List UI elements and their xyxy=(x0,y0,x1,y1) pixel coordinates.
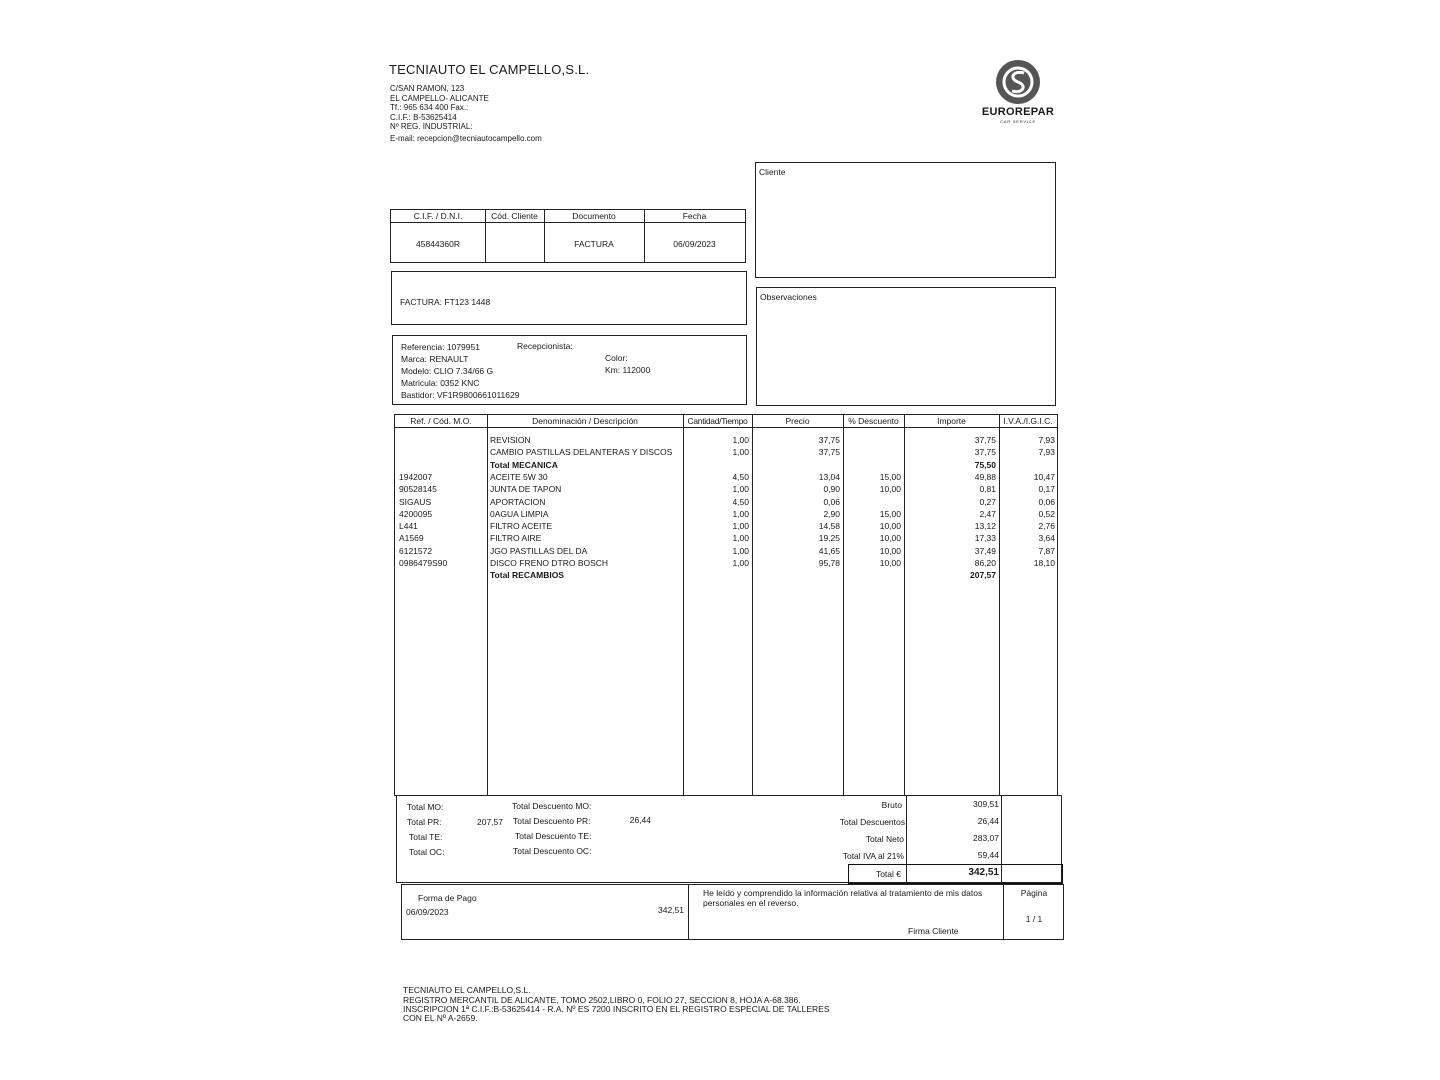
table-cell-disc xyxy=(845,569,901,581)
table-cell-amount: 37,49 xyxy=(974,545,996,556)
table-cell-ref: 1942007 xyxy=(399,471,433,482)
table-cell-iva: 7,87 xyxy=(1038,545,1055,556)
table-cell-price xyxy=(754,569,840,581)
table-cell-disc xyxy=(845,496,901,508)
table-cell-price: 37,75 xyxy=(818,447,840,458)
table-cell-ref: L441 xyxy=(399,521,418,532)
table-cell-ref: SIGAUS xyxy=(399,496,432,507)
eurorepar-emblem-icon xyxy=(994,58,1042,106)
table-cell-disc: 15,00 xyxy=(879,471,901,482)
total-te-label: Total TE: xyxy=(409,832,443,842)
header-cif-value: 45844360R xyxy=(416,239,460,249)
col-amount-header: Importe xyxy=(937,416,966,426)
table-cell-amount: 17,33 xyxy=(974,533,996,544)
desc-mo-label: Total Descuento MO: xyxy=(512,801,592,811)
table-cell-qty: 1,00 xyxy=(732,435,749,445)
payment-label: Forma de Pago xyxy=(418,893,477,903)
table-cell-iva: 18,10 xyxy=(1033,558,1055,568)
desc-pr-value: 26,44 xyxy=(629,815,651,825)
lines-table xyxy=(394,414,1058,796)
neto-value: 283,07 xyxy=(973,833,999,843)
address-line: Tf.: 965 634 400 Fax.: xyxy=(390,103,469,112)
table-cell-ref: 6121572 xyxy=(399,545,433,556)
table-cell-ref xyxy=(399,459,485,471)
col-desc-header: Denominación / Descripción xyxy=(532,416,638,426)
footer-line: CON EL Nº A-2659. xyxy=(403,1013,478,1023)
total-euro-box xyxy=(848,864,1063,884)
table-cell-iva xyxy=(1001,459,1055,471)
table-cell-price: 19,25 xyxy=(818,533,840,544)
table-cell-desc: REVISION xyxy=(490,435,531,445)
table-cell-desc: APORTACION xyxy=(490,496,546,507)
total-pr-value: 207,57 xyxy=(477,817,503,827)
table-cell-qty: 1,00 xyxy=(732,521,749,532)
total-mo-label: Total MO: xyxy=(407,802,444,812)
table-cell-price: 2,90 xyxy=(823,508,840,519)
table-cell-qty: 1,00 xyxy=(732,533,749,544)
company-name: TECNIAUTO EL CAMPELLO,S.L. xyxy=(389,62,590,77)
header-fecha-label: Fecha xyxy=(682,211,707,221)
table-cell-qty: 1,00 xyxy=(732,545,749,556)
col-disc-header: % Descuento xyxy=(848,416,899,426)
desc-oc-label: Total Descuento OC: xyxy=(513,846,592,856)
table-cell-disc xyxy=(845,446,901,458)
table-cell-amount: 86,20 xyxy=(974,558,996,568)
brand-tagline: CAR SERVICE xyxy=(1000,119,1036,124)
table-cell-qty: 1,00 xyxy=(732,558,749,568)
iva-label: Total IVA al 21% xyxy=(842,851,904,861)
table-cell-desc: DISCO FRENO DTRO BOSCH xyxy=(490,558,609,568)
table-cell-desc: FILTRO AIRE xyxy=(490,533,542,544)
table-cell-amount: 0,27 xyxy=(979,496,996,507)
table-cell-price xyxy=(754,459,840,471)
table-cell-desc: 0AGUA LIMPIA xyxy=(490,508,549,519)
header-cif-label: C.I.F. / D.N.I. xyxy=(413,211,463,221)
table-cell-qty: 1,00 xyxy=(732,447,749,458)
page-value: 1 / 1 xyxy=(1025,914,1043,924)
table-cell-iva: 10,47 xyxy=(1033,471,1055,482)
neto-label: Total Neto xyxy=(865,834,904,844)
header-fecha-value: 06/09/2023 xyxy=(673,239,716,249)
table-cell-ref: A1569 xyxy=(399,533,424,544)
privacy-text: He leído y comprendido la información relativa al tratamiento de mis datos personales en el reverso. xyxy=(703,888,983,908)
signature-label: Firma Cliente xyxy=(908,926,959,936)
table-cell-price: 0,90 xyxy=(823,484,840,495)
col-ref-header: Ref. / Cód. M.O. xyxy=(410,416,472,426)
address-line: C.I.F.: B-53625414 xyxy=(390,112,457,122)
descuentos-label: Total Descuentos xyxy=(839,817,905,827)
table-cell-desc: Total RECAMBIOS xyxy=(490,570,564,581)
table-cell-disc: 10,00 xyxy=(879,558,901,568)
table-cell-qty xyxy=(685,459,749,471)
vehicle-color: Color: xyxy=(605,353,628,363)
payment-amount: 342,51 xyxy=(658,905,684,915)
vehicle-recepcionista: Recepcionista: xyxy=(517,341,573,351)
address-line: E-mail: recepcion@tecniautocampello.com xyxy=(390,133,542,143)
header-cod-label: Cód. Cliente xyxy=(491,211,538,221)
cliente-label: Cliente xyxy=(759,167,786,177)
company-address xyxy=(390,84,542,143)
cliente-box xyxy=(755,162,1056,278)
header-doc-value: FACTURA xyxy=(574,239,614,249)
table-cell-amount: 37,75 xyxy=(974,447,996,458)
table-cell-ref: 90528145 xyxy=(399,484,437,495)
table-cell-qty: 1,00 xyxy=(732,484,749,495)
payment-box xyxy=(401,884,1064,940)
address-line: C/SAN RAMON, 123 xyxy=(390,84,465,93)
table-cell-iva xyxy=(1001,569,1055,581)
table-cell-disc: 10,00 xyxy=(879,545,901,556)
header-table xyxy=(390,209,746,263)
table-cell-desc: Total MECANICA xyxy=(490,459,558,470)
total-oc-label: Total OC: xyxy=(409,847,445,857)
address-line: Nº REG. INDUSTRIAL: xyxy=(390,122,473,131)
table-cell-iva: 7,93 xyxy=(1038,435,1055,445)
footer-line: INSCRIPCION 1ª C.I.F.:B-53625414 - R.A. Nº ES 7200 INSCRITO EN EL REGISTRO ESPECIAL DE TALLERES xyxy=(403,1004,830,1014)
total-label: Total € xyxy=(875,869,901,879)
eurorepar-logo xyxy=(978,58,1058,128)
table-cell-desc: JGO PASTILLAS DEL DA xyxy=(490,545,588,556)
table-cell-price: 0,06 xyxy=(823,496,840,507)
table-cell-amount: 75,50 xyxy=(974,459,996,470)
table-cell-disc: 10,00 xyxy=(879,521,901,532)
footer-line: TECNIAUTO EL CAMPELLO,S.L. xyxy=(403,985,531,995)
brand-name: EUROREPAR xyxy=(981,106,1055,118)
observaciones-box xyxy=(756,287,1056,406)
vehicle-referencia: Referencia: 1079951 xyxy=(401,342,480,352)
payment-date: 06/09/2023 xyxy=(406,907,449,917)
table-cell-amount: 2,47 xyxy=(979,508,996,519)
factura-box xyxy=(391,271,747,325)
table-cell-price: 41,65 xyxy=(818,545,840,556)
descuentos-value: 26,44 xyxy=(977,816,999,826)
table-cell-ref: 0986479S90 xyxy=(399,558,448,568)
page-label: Página xyxy=(1020,888,1048,898)
table-cell-desc: ACEITE 5W 30 xyxy=(490,471,548,482)
total-value: 342,51 xyxy=(968,867,999,878)
table-cell-amount: 49,88 xyxy=(974,471,996,482)
table-cell-iva: 2,76 xyxy=(1038,521,1055,532)
table-cell-disc xyxy=(845,459,901,471)
table-cell-iva: 0,17 xyxy=(1038,484,1055,495)
table-cell-iva: 0,06 xyxy=(1038,496,1055,507)
table-cell-disc: 10,00 xyxy=(879,484,901,495)
col-qty-header: Cantidad/Tiempo xyxy=(687,416,748,426)
header-doc-label: Documento xyxy=(572,211,616,221)
table-cell-price: 37,75 xyxy=(818,435,840,445)
table-cell-price: 95,78 xyxy=(818,558,840,568)
totals-box xyxy=(396,795,1062,883)
table-cell-disc: 15,00 xyxy=(879,508,901,519)
footer xyxy=(403,986,830,1023)
col-price-header: Precio xyxy=(785,416,810,426)
vehicle-matricula: Matricula: 0352 KNC xyxy=(401,378,480,388)
observaciones-label: Observaciones xyxy=(760,292,817,302)
table-cell-amount: 37,75 xyxy=(974,435,996,445)
table-cell-qty: 4,50 xyxy=(732,471,749,482)
table-cell-ref xyxy=(399,434,485,446)
bruto-value: 309,51 xyxy=(973,799,999,809)
table-cell-iva: 0,52 xyxy=(1038,508,1055,519)
table-cell-price: 13,04 xyxy=(818,471,840,482)
vehicle-km: Km: 112000 xyxy=(605,365,651,375)
table-cell-desc: CAMBIO PASTILLAS DELANTERAS Y DISCOS xyxy=(490,447,673,458)
table-cell-ref xyxy=(399,446,485,458)
table-cell-amount: 13,12 xyxy=(974,521,996,532)
address-line: EL CAMPELLO- ALICANTE xyxy=(390,93,489,103)
factura-number: FACTURA: FT123 1448 xyxy=(400,297,491,307)
table-cell-amount: 0,81 xyxy=(979,484,996,495)
table-cell-qty: 1,00 xyxy=(732,508,749,519)
col-iva-header: I.V.A./I.G.I.C. xyxy=(1003,416,1053,426)
vehicle-marca: Marca: RENAULT xyxy=(401,354,469,364)
iva-value: 59,44 xyxy=(977,850,999,860)
table-cell-qty xyxy=(685,569,749,581)
vehicle-box xyxy=(392,335,747,405)
table-cell-desc: JUNTA DE TAPON xyxy=(490,484,562,495)
total-pr-label: Total PR: xyxy=(407,817,442,827)
table-cell-amount: 207,57 xyxy=(970,570,996,581)
table-cell-price: 14,58 xyxy=(818,521,840,532)
table-cell-ref xyxy=(399,569,485,581)
table-cell-iva: 3,64 xyxy=(1038,533,1055,544)
table-cell-iva: 7,93 xyxy=(1038,447,1055,458)
desc-pr-label: Total Descuento PR: xyxy=(513,816,591,826)
table-cell-desc: FILTRO ACEITE xyxy=(490,521,553,532)
table-cell-qty: 4,50 xyxy=(732,496,749,507)
table-cell-disc xyxy=(845,434,901,446)
table-cell-disc: 10,00 xyxy=(879,533,901,544)
table-cell-ref: 4200095 xyxy=(399,508,433,519)
vehicle-bastidor: Bastidor: VF1R9800661011629 xyxy=(401,390,520,400)
vehicle-modelo: Modelo: CLIO 7.34/66 G xyxy=(401,366,494,376)
footer-line: REGISTRO MERCANTIL DE ALICANTE, TOMO 2502,LIBRO 0, FOLIO 27, SECCION 8, HOJA A-68.386. xyxy=(403,995,801,1005)
bruto-label: Bruto xyxy=(881,800,902,810)
desc-te-label: Total Descuento TE: xyxy=(515,831,592,841)
